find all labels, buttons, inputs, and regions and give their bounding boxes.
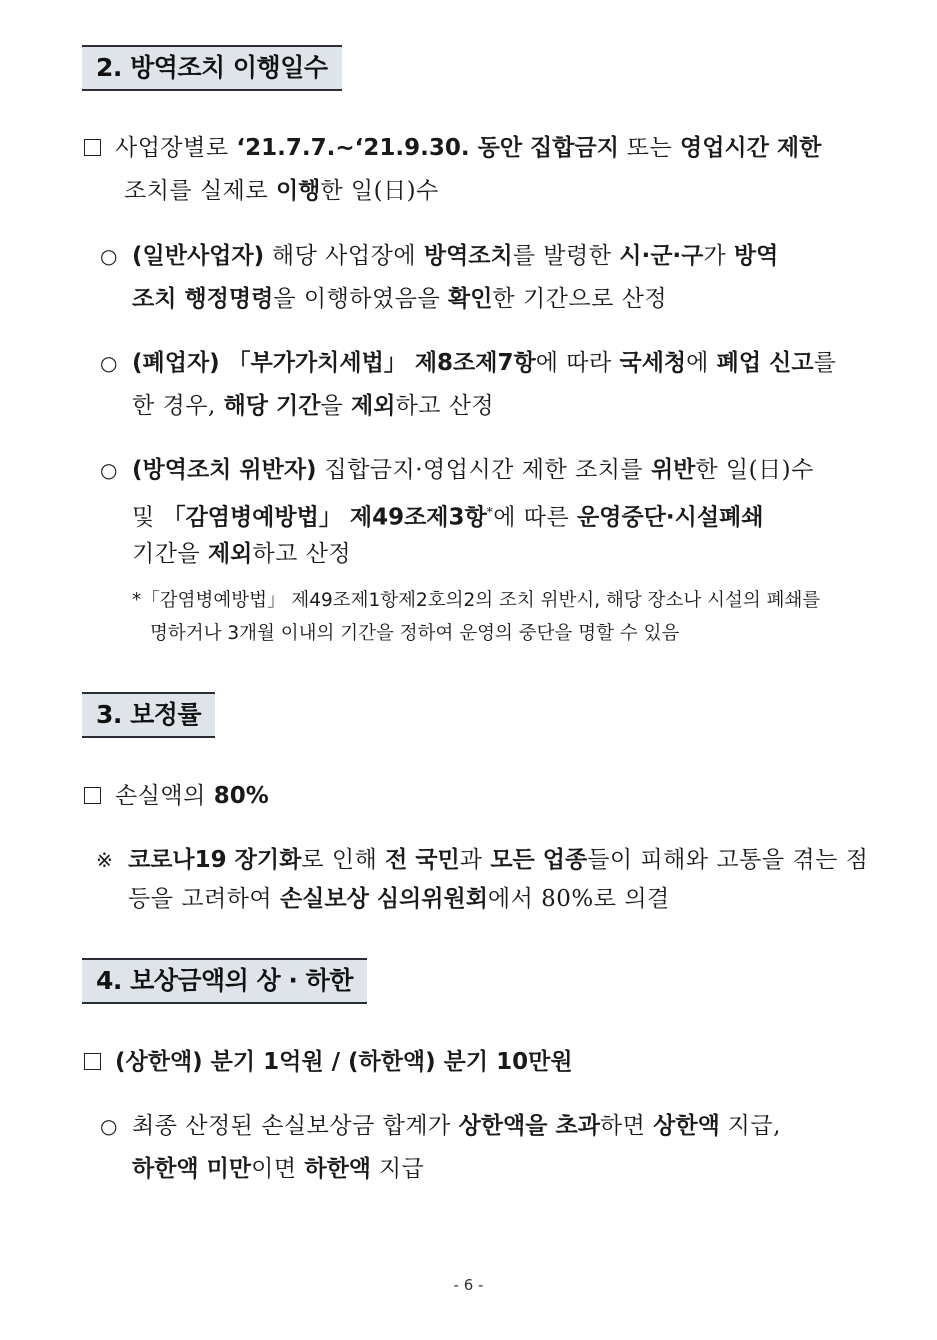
- bullet-limits-line-2: 하한액 미만이면 하한액 지급: [132, 1156, 425, 1182]
- section-2-title: 2. 방역조치 이행일수: [82, 45, 342, 91]
- section-3-title: 3. 보정률: [82, 692, 215, 738]
- circle-bullet-icon: ○: [100, 1114, 118, 1138]
- reference-note-line-1: ※ 코로나19 장기화로 인해 전 국민과 모든 업종들이 피해와 고통을 겪는 점: [96, 847, 869, 873]
- bullet-general-business-line-2: 조치 행정명령을 이행하였음을 확인한 기간으로 산정: [132, 286, 668, 312]
- section-4-title: 4. 보상금액의 상 · 하한: [82, 958, 367, 1004]
- circle-bullet-icon: ○: [100, 244, 118, 268]
- paragraph-eligibility-line-2: 조치를 실제로 이행한 일(日)수: [124, 178, 439, 204]
- reference-mark-icon: ※: [96, 848, 114, 872]
- square-bullet-icon: [84, 787, 101, 804]
- page-number: - 6 -: [453, 1276, 484, 1294]
- bullet-general-business-line-1: ○ (일반사업자) 해당 사업장에 방역조치를 발령한 시·군·구가 방역: [100, 243, 779, 269]
- paragraph-eligibility-line-1: 사업장별로 ‘21.7.7.~‘21.9.30. 동안 집합금지 또는 영업시간 제한: [84, 133, 821, 163]
- square-bullet-icon: [84, 139, 101, 156]
- bullet-violator-line-1: ○ (방역조치 위반자) 집합금지·영업시간 제한 조치를 위반한 일(日)수: [100, 457, 814, 483]
- bullet-limits-line-1: ○ 최종 산정된 손실보상금 합계가 상한액을 초과하면 상한액 지급,: [100, 1113, 781, 1139]
- footnote-line-1: *「감염병예방법」 제49조제1항제2호의2의 조치 위반시, 해당 장소나 시설의 폐쇄를: [132, 590, 821, 611]
- circle-bullet-icon: ○: [100, 458, 118, 482]
- bullet-violator-line-3: 기간을 제외하고 산정: [132, 541, 352, 567]
- bullet-violator-line-2: 및 「감염병예방법」 제49조제3항*에 따른 운영중단·시설폐쇄: [132, 504, 764, 531]
- footnote-line-2: 명하거나 3개월 이내의 기간을 정하여 운영의 중단을 명할 수 있음: [150, 623, 680, 644]
- reference-note-line-2: 등을 고려하여 손실보상 심의위원회에서 80%로 의결: [128, 886, 670, 912]
- square-bullet-icon: [84, 1053, 101, 1070]
- paragraph-correction-rate: 손실액의 80%: [84, 781, 269, 811]
- paragraph-limits: (상한액) 분기 1억원 / (하한액) 분기 10만원: [84, 1047, 573, 1077]
- bullet-closed-business-line-1: ○ (폐업자) 「부가가치세법」 제8조제7항에 따라 국세청에 폐업 신고를: [100, 350, 837, 376]
- circle-bullet-icon: ○: [100, 351, 118, 375]
- bullet-closed-business-line-2: 한 경우, 해당 기간을 제외하고 산정: [132, 393, 495, 419]
